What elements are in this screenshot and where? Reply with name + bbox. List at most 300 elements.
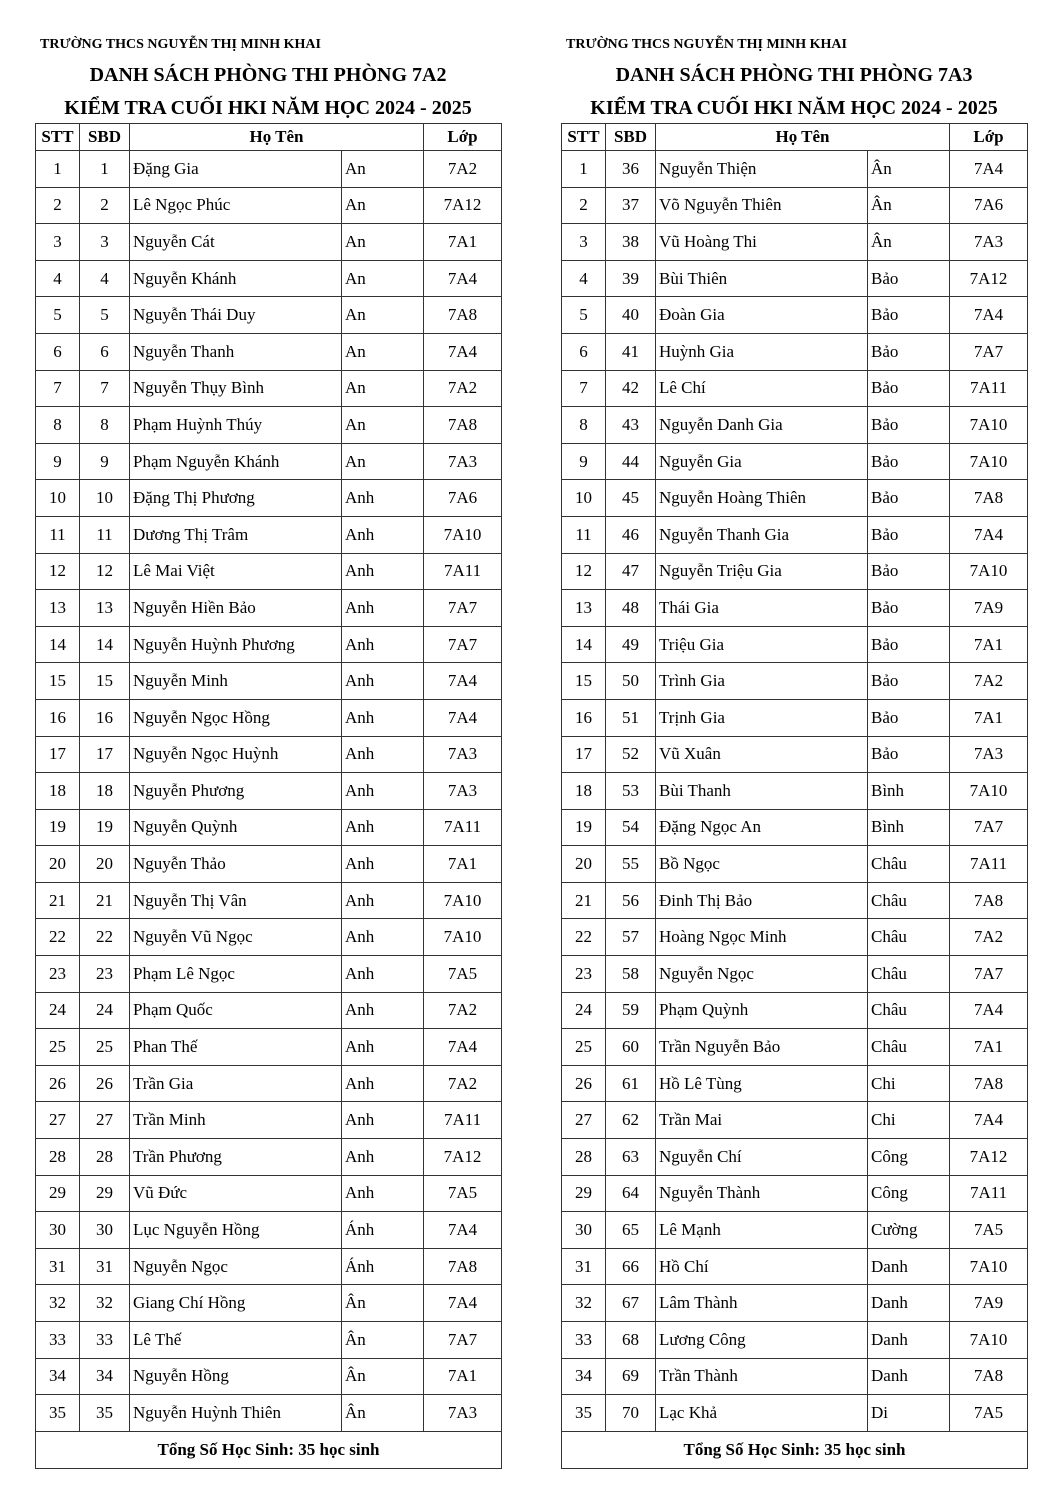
table-row: [562, 1029, 1028, 1066]
class-cell: 7A7: [424, 626, 502, 663]
table-row: [562, 516, 1028, 553]
given-name-cell: Anh: [342, 992, 424, 1029]
surname-cell: Nguyễn Quỳnh: [130, 809, 342, 846]
sbd-cell: 36: [606, 151, 656, 188]
sbd-cell: 27: [80, 1102, 130, 1139]
given-name-cell: Bình: [868, 773, 950, 810]
surname-cell: Trần Minh: [130, 1102, 342, 1139]
sbd-cell: 9: [80, 443, 130, 480]
given-name-cell: Bảo: [868, 480, 950, 517]
stt-cell: 27: [562, 1102, 606, 1139]
table-body: [36, 151, 502, 1432]
stt-cell: 8: [562, 407, 606, 444]
given-name-cell: Anh: [342, 809, 424, 846]
given-name-cell: Bảo: [868, 626, 950, 663]
given-name-cell: Anh: [342, 480, 424, 517]
stt-cell: 31: [562, 1248, 606, 1285]
table-row: [36, 1285, 502, 1322]
given-name-cell: Ánh: [342, 1248, 424, 1285]
total-students: Tổng Số Học Sinh: 35 học sinh: [562, 1431, 1028, 1468]
given-name-cell: Anh: [342, 1102, 424, 1139]
stt-cell: 35: [562, 1395, 606, 1432]
stt-cell: 19: [562, 809, 606, 846]
stt-cell: 11: [36, 516, 80, 553]
surname-cell: Trịnh Gia: [656, 699, 868, 736]
stt-cell: 32: [36, 1285, 80, 1322]
given-name-cell: An: [342, 187, 424, 224]
given-name-cell: Ân: [342, 1395, 424, 1432]
stt-cell: 17: [562, 736, 606, 773]
sbd-cell: 6: [80, 333, 130, 370]
surname-cell: Hồ Chí: [656, 1248, 868, 1285]
surname-cell: Trần Phương: [130, 1139, 342, 1176]
table-row: [562, 1065, 1028, 1102]
class-cell: 7A8: [424, 407, 502, 444]
surname-cell: Dương Thị Trâm: [130, 516, 342, 553]
stt-cell: 20: [36, 846, 80, 883]
stt-cell: 19: [36, 809, 80, 846]
sbd-cell: 48: [606, 590, 656, 627]
stt-cell: 23: [36, 956, 80, 993]
class-cell: 7A10: [950, 553, 1028, 590]
given-name-cell: Châu: [868, 919, 950, 956]
class-cell: 7A10: [424, 882, 502, 919]
stt-cell: 22: [562, 919, 606, 956]
stt-cell: 17: [36, 736, 80, 773]
given-name-cell: Anh: [342, 956, 424, 993]
surname-cell: Lâm Thành: [656, 1285, 868, 1322]
table-row: [36, 1212, 502, 1249]
header-stt: STT: [36, 124, 80, 151]
given-name-cell: Anh: [342, 1029, 424, 1066]
table-row: [562, 773, 1028, 810]
surname-cell: Nguyễn Danh Gia: [656, 407, 868, 444]
class-cell: 7A1: [424, 846, 502, 883]
sbd-cell: 62: [606, 1102, 656, 1139]
table-row: [562, 846, 1028, 883]
class-cell: 7A12: [950, 1139, 1028, 1176]
surname-cell: Lê Chí: [656, 370, 868, 407]
table-row: [562, 1322, 1028, 1359]
stt-cell: 30: [562, 1212, 606, 1249]
table-row: [562, 480, 1028, 517]
stt-cell: 7: [36, 370, 80, 407]
surname-cell: Trần Thành: [656, 1358, 868, 1395]
sbd-cell: 52: [606, 736, 656, 773]
class-cell: 7A1: [950, 626, 1028, 663]
given-name-cell: An: [342, 260, 424, 297]
table-row: [36, 370, 502, 407]
class-cell: 7A10: [424, 516, 502, 553]
stt-cell: 34: [562, 1358, 606, 1395]
table-row: [36, 260, 502, 297]
class-cell: 7A7: [950, 809, 1028, 846]
given-name-cell: An: [342, 297, 424, 334]
header-sbd: SBD: [606, 124, 656, 151]
class-cell: 7A8: [950, 1065, 1028, 1102]
surname-cell: Nguyễn Thụy Bình: [130, 370, 342, 407]
table-row: [36, 992, 502, 1029]
stt-cell: 6: [36, 333, 80, 370]
surname-cell: Nguyễn Thiện: [656, 151, 868, 188]
class-cell: 7A7: [424, 1322, 502, 1359]
sbd-cell: 46: [606, 516, 656, 553]
class-cell: 7A2: [424, 370, 502, 407]
table-row: [36, 882, 502, 919]
sbd-cell: 19: [80, 809, 130, 846]
sbd-cell: 28: [80, 1139, 130, 1176]
table-row: [562, 1212, 1028, 1249]
class-cell: 7A3: [950, 736, 1028, 773]
surname-cell: Lê Mai Việt: [130, 553, 342, 590]
class-cell: 7A3: [424, 773, 502, 810]
stt-cell: 24: [562, 992, 606, 1029]
class-cell: 7A10: [950, 773, 1028, 810]
class-cell: 7A5: [950, 1212, 1028, 1249]
given-name-cell: Châu: [868, 846, 950, 883]
surname-cell: Nguyễn Ngọc Huỳnh: [130, 736, 342, 773]
sbd-cell: 11: [80, 516, 130, 553]
surname-cell: Bùi Thanh: [656, 773, 868, 810]
table-row: [562, 1102, 1028, 1139]
class-cell: 7A10: [424, 919, 502, 956]
stt-cell: 7: [562, 370, 606, 407]
class-cell: 7A4: [950, 516, 1028, 553]
student-table: [35, 123, 502, 1469]
given-name-cell: Danh: [868, 1285, 950, 1322]
table-row: [562, 809, 1028, 846]
sbd-cell: 18: [80, 773, 130, 810]
table-row: [562, 1139, 1028, 1176]
table-row: [36, 956, 502, 993]
stt-cell: 26: [36, 1065, 80, 1102]
given-name-cell: Bảo: [868, 260, 950, 297]
table-row: [36, 1322, 502, 1359]
table-row: [36, 809, 502, 846]
table-row: [562, 626, 1028, 663]
stt-cell: 4: [562, 260, 606, 297]
surname-cell: Nguyễn Ngọc: [130, 1248, 342, 1285]
sbd-cell: 70: [606, 1395, 656, 1432]
class-cell: 7A8: [950, 882, 1028, 919]
given-name-cell: Anh: [342, 553, 424, 590]
header-name: Họ Tên: [656, 124, 950, 151]
sbd-cell: 22: [80, 919, 130, 956]
class-cell: 7A12: [424, 1139, 502, 1176]
class-cell: 7A8: [424, 1248, 502, 1285]
sbd-cell: 61: [606, 1065, 656, 1102]
table-row: [562, 370, 1028, 407]
table-row: [36, 590, 502, 627]
class-cell: 7A11: [950, 1175, 1028, 1212]
table-row: [562, 1248, 1028, 1285]
given-name-cell: Công: [868, 1139, 950, 1176]
stt-cell: 22: [36, 919, 80, 956]
class-cell: 7A3: [424, 443, 502, 480]
surname-cell: Hoàng Ngọc Minh: [656, 919, 868, 956]
surname-cell: Nguyễn Khánh: [130, 260, 342, 297]
sbd-cell: 1: [80, 151, 130, 188]
school-name: TRƯỜNG THCS NGUYỄN THỊ MINH KHAI: [40, 37, 321, 52]
stt-cell: 14: [36, 626, 80, 663]
given-name-cell: An: [342, 407, 424, 444]
surname-cell: Vũ Xuân: [656, 736, 868, 773]
sbd-cell: 67: [606, 1285, 656, 1322]
table-row: [36, 1358, 502, 1395]
table-row: [562, 1285, 1028, 1322]
surname-cell: Trần Mai: [656, 1102, 868, 1139]
surname-cell: Lê Ngọc Phúc: [130, 187, 342, 224]
table-row: [36, 699, 502, 736]
class-cell: 7A7: [950, 956, 1028, 993]
given-name-cell: Anh: [342, 736, 424, 773]
class-cell: 7A4: [950, 151, 1028, 188]
sbd-cell: 2: [80, 187, 130, 224]
header-class: Lớp: [950, 124, 1028, 151]
sbd-cell: 63: [606, 1139, 656, 1176]
surname-cell: Đoàn Gia: [656, 297, 868, 334]
class-cell: 7A11: [424, 809, 502, 846]
stt-cell: 25: [562, 1029, 606, 1066]
table-row: [562, 590, 1028, 627]
sbd-cell: 56: [606, 882, 656, 919]
surname-cell: Võ Nguyễn Thiên: [656, 187, 868, 224]
stt-cell: 23: [562, 956, 606, 993]
table-row: [36, 443, 502, 480]
sbd-cell: 66: [606, 1248, 656, 1285]
stt-cell: 27: [36, 1102, 80, 1139]
table-header-row: [36, 124, 502, 151]
class-cell: 7A3: [424, 1395, 502, 1432]
surname-cell: Nguyễn Ngọc Hồng: [130, 699, 342, 736]
sbd-cell: 4: [80, 260, 130, 297]
sbd-cell: 34: [80, 1358, 130, 1395]
surname-cell: Lương Công: [656, 1322, 868, 1359]
sbd-cell: 31: [80, 1248, 130, 1285]
given-name-cell: An: [342, 151, 424, 188]
table-row: [562, 187, 1028, 224]
surname-cell: Phạm Quỳnh: [656, 992, 868, 1029]
sbd-cell: 65: [606, 1212, 656, 1249]
surname-cell: Lục Nguyễn Hồng: [130, 1212, 342, 1249]
surname-cell: Lạc Khả: [656, 1395, 868, 1432]
given-name-cell: Bảo: [868, 699, 950, 736]
sbd-cell: 51: [606, 699, 656, 736]
given-name-cell: Anh: [342, 626, 424, 663]
given-name-cell: Anh: [342, 516, 424, 553]
given-name-cell: Bảo: [868, 663, 950, 700]
given-name-cell: Ánh: [342, 1212, 424, 1249]
stt-cell: 10: [562, 480, 606, 517]
stt-cell: 25: [36, 1029, 80, 1066]
stt-cell: 15: [36, 663, 80, 700]
given-name-cell: Chi: [868, 1102, 950, 1139]
stt-cell: 15: [562, 663, 606, 700]
table-row: [36, 773, 502, 810]
class-cell: 7A8: [950, 480, 1028, 517]
class-cell: 7A1: [950, 699, 1028, 736]
sbd-cell: 69: [606, 1358, 656, 1395]
stt-cell: 5: [562, 297, 606, 334]
surname-cell: Nguyễn Phương: [130, 773, 342, 810]
class-cell: 7A6: [424, 480, 502, 517]
sbd-cell: 44: [606, 443, 656, 480]
sheet-title: DANH SÁCH PHÒNG THI PHÒNG 7A2: [89, 64, 447, 86]
sbd-cell: 5: [80, 297, 130, 334]
table-row: [36, 1065, 502, 1102]
sheet-subtitle: KIỂM TRA CUỐI HKI NĂM HỌC 2024 - 2025: [64, 97, 472, 119]
table-row: [36, 736, 502, 773]
given-name-cell: Anh: [342, 590, 424, 627]
class-cell: 7A2: [950, 663, 1028, 700]
given-name-cell: Ân: [868, 187, 950, 224]
table-row: [562, 1395, 1028, 1432]
class-cell: 7A9: [950, 590, 1028, 627]
surname-cell: Hồ Lê Tùng: [656, 1065, 868, 1102]
sheet-title: DANH SÁCH PHÒNG THI PHÒNG 7A3: [615, 64, 973, 86]
given-name-cell: Châu: [868, 992, 950, 1029]
stt-cell: 13: [36, 590, 80, 627]
given-name-cell: Cường: [868, 1212, 950, 1249]
stt-cell: 14: [562, 626, 606, 663]
class-cell: 7A4: [424, 699, 502, 736]
given-name-cell: Ân: [342, 1358, 424, 1395]
stt-cell: 29: [562, 1175, 606, 1212]
surname-cell: Nguyễn Huỳnh Thiên: [130, 1395, 342, 1432]
class-cell: 7A7: [424, 590, 502, 627]
table-row: [562, 333, 1028, 370]
given-name-cell: Anh: [342, 663, 424, 700]
surname-cell: Nguyễn Thị Vân: [130, 882, 342, 919]
surname-cell: Đặng Thị Phương: [130, 480, 342, 517]
class-cell: 7A4: [424, 260, 502, 297]
given-name-cell: Danh: [868, 1248, 950, 1285]
table-row: [36, 187, 502, 224]
surname-cell: Nguyễn Huỳnh Phương: [130, 626, 342, 663]
class-cell: 7A2: [424, 1065, 502, 1102]
sbd-cell: 16: [80, 699, 130, 736]
stt-cell: 33: [562, 1322, 606, 1359]
surname-cell: Lê Thế: [130, 1322, 342, 1359]
surname-cell: Giang Chí Hồng: [130, 1285, 342, 1322]
surname-cell: Bùi Thiên: [656, 260, 868, 297]
surname-cell: Nguyễn Thảo: [130, 846, 342, 883]
surname-cell: Nguyễn Hiền Bảo: [130, 590, 342, 627]
class-cell: 7A11: [424, 1102, 502, 1139]
school-name: TRƯỜNG THCS NGUYỄN THỊ MINH KHAI: [566, 37, 847, 52]
sbd-cell: 17: [80, 736, 130, 773]
table-row: [36, 846, 502, 883]
table-row: [36, 480, 502, 517]
table-row: [36, 297, 502, 334]
given-name-cell: An: [342, 443, 424, 480]
table-row: [36, 1175, 502, 1212]
stt-cell: 18: [562, 773, 606, 810]
class-cell: 7A7: [950, 333, 1028, 370]
given-name-cell: Châu: [868, 882, 950, 919]
class-cell: 7A1: [424, 1358, 502, 1395]
stt-cell: 13: [562, 590, 606, 627]
surname-cell: Triệu Gia: [656, 626, 868, 663]
sbd-cell: 49: [606, 626, 656, 663]
table-row: [36, 1248, 502, 1285]
stt-cell: 18: [36, 773, 80, 810]
given-name-cell: Bảo: [868, 297, 950, 334]
sbd-cell: 8: [80, 407, 130, 444]
table-row: [36, 663, 502, 700]
sbd-cell: 58: [606, 956, 656, 993]
sbd-cell: 7: [80, 370, 130, 407]
given-name-cell: Anh: [342, 1065, 424, 1102]
sbd-cell: 23: [80, 956, 130, 993]
sbd-cell: 26: [80, 1065, 130, 1102]
class-cell: 7A4: [424, 1029, 502, 1066]
class-cell: 7A2: [950, 919, 1028, 956]
table-row: [562, 736, 1028, 773]
stt-cell: 4: [36, 260, 80, 297]
surname-cell: Đinh Thị Bảo: [656, 882, 868, 919]
stt-cell: 9: [562, 443, 606, 480]
given-name-cell: Bảo: [868, 553, 950, 590]
class-cell: 7A11: [950, 370, 1028, 407]
stt-cell: 16: [562, 699, 606, 736]
surname-cell: Nguyễn Hồng: [130, 1358, 342, 1395]
sbd-cell: 3: [80, 224, 130, 261]
stt-cell: 29: [36, 1175, 80, 1212]
header-stt: STT: [562, 124, 606, 151]
stt-cell: 31: [36, 1248, 80, 1285]
sbd-cell: 68: [606, 1322, 656, 1359]
sbd-cell: 60: [606, 1029, 656, 1066]
class-cell: 7A11: [950, 846, 1028, 883]
stt-cell: 30: [36, 1212, 80, 1249]
table-row: [562, 919, 1028, 956]
class-cell: 7A3: [950, 224, 1028, 261]
stt-cell: 24: [36, 992, 80, 1029]
total-row: [562, 1431, 1028, 1468]
given-name-cell: Anh: [342, 773, 424, 810]
surname-cell: Nguyễn Hoàng Thiên: [656, 480, 868, 517]
table-row: [562, 260, 1028, 297]
given-name-cell: Chi: [868, 1065, 950, 1102]
class-cell: 7A10: [950, 443, 1028, 480]
surname-cell: Huỳnh Gia: [656, 333, 868, 370]
sbd-cell: 13: [80, 590, 130, 627]
given-name-cell: Bảo: [868, 407, 950, 444]
table-row: [36, 224, 502, 261]
surname-cell: Thái Gia: [656, 590, 868, 627]
sheet-subtitle: KIỂM TRA CUỐI HKI NĂM HỌC 2024 - 2025: [590, 97, 998, 119]
given-name-cell: Ân: [342, 1322, 424, 1359]
given-name-cell: Danh: [868, 1322, 950, 1359]
given-name-cell: An: [342, 370, 424, 407]
surname-cell: Đặng Gia: [130, 151, 342, 188]
sbd-cell: 50: [606, 663, 656, 700]
surname-cell: Nguyễn Thanh: [130, 333, 342, 370]
class-cell: 7A3: [424, 736, 502, 773]
table-row: [36, 151, 502, 188]
sbd-cell: 14: [80, 626, 130, 663]
table-row: [36, 626, 502, 663]
student-table: [561, 123, 1028, 1469]
surname-cell: Lê Mạnh: [656, 1212, 868, 1249]
surname-cell: Phạm Nguyễn Khánh: [130, 443, 342, 480]
class-cell: 7A8: [424, 297, 502, 334]
stt-cell: 9: [36, 443, 80, 480]
table-row: [562, 1358, 1028, 1395]
class-cell: 7A11: [424, 553, 502, 590]
stt-cell: 11: [562, 516, 606, 553]
